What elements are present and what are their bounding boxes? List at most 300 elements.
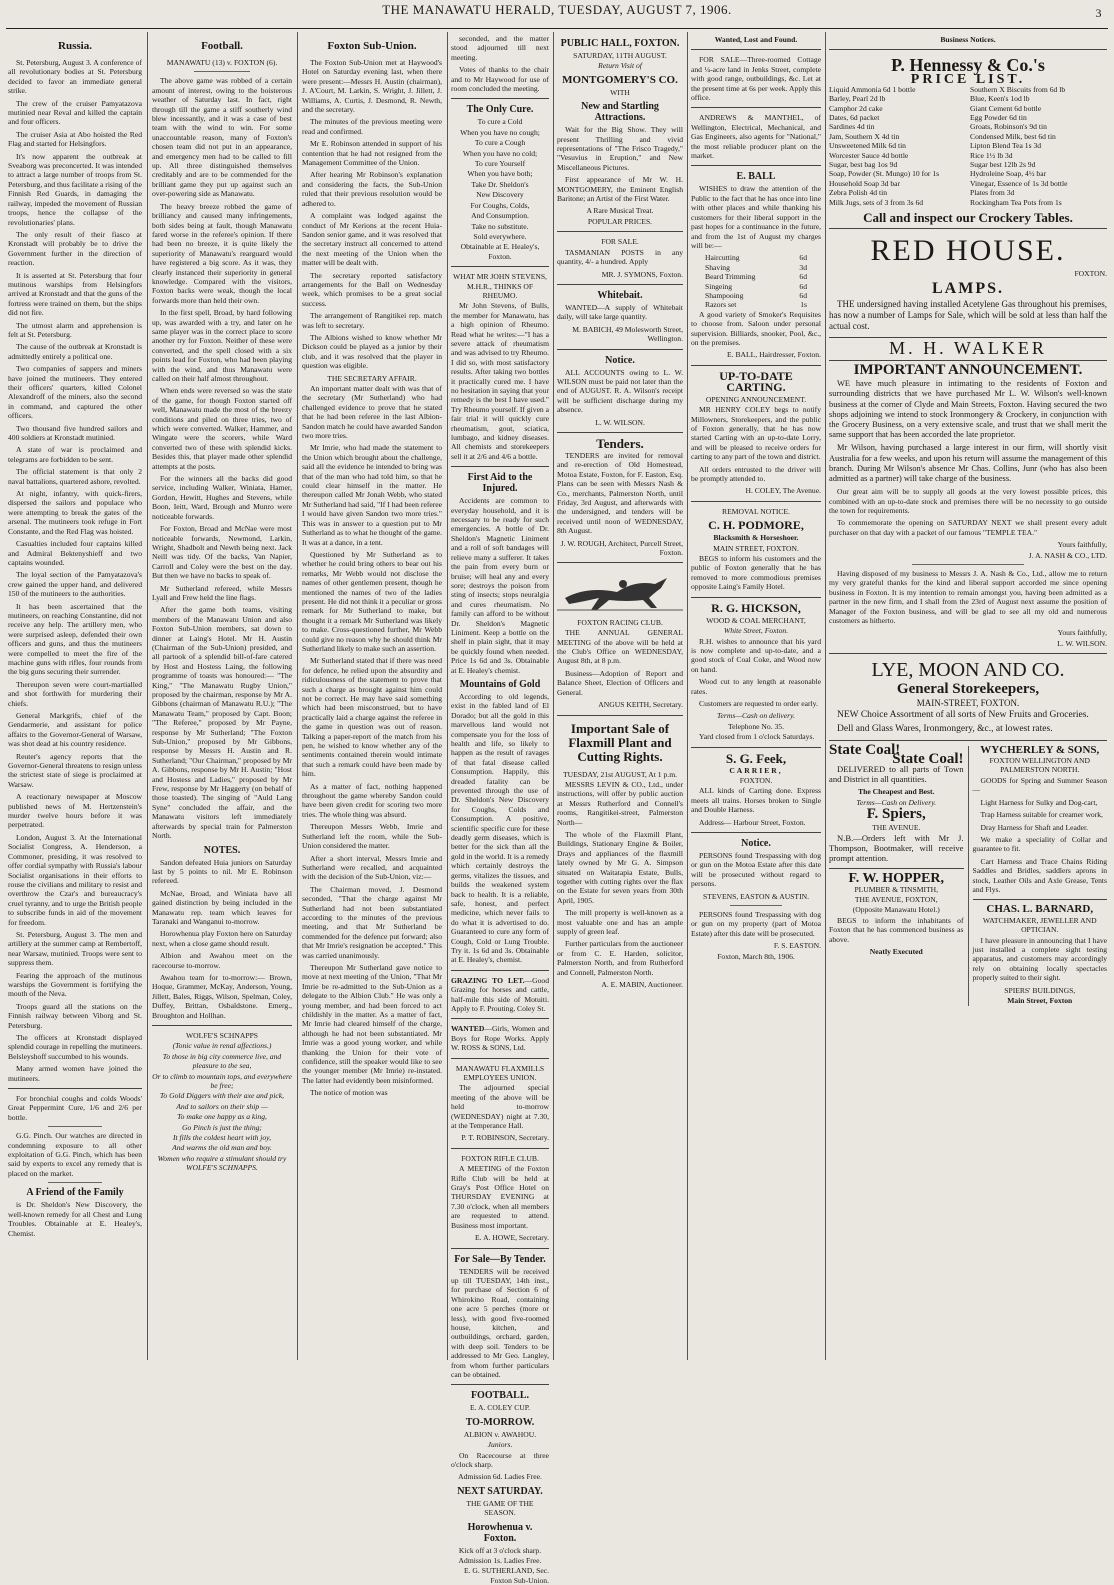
price-service: Beard Trimming [705, 272, 756, 282]
wanted-ad: WANTED—Girls, Women and Boys for Rope Works. Apply W. ROSS & SONS, Ltd. [451, 1024, 549, 1053]
podmore-name: C. H. PODMORE, [708, 518, 804, 533]
flaxmill-body3: The mill property is well-known as a most valuable one and has an ample supply of green leaf. [557, 908, 683, 936]
important-body4: To commemorate the opening on SATURDAY NEXT we shall present every adult purchaser on that day with a packet of our famous "TEMPLE TEA." [829, 518, 1107, 537]
flax-union-body: The adjourned special meeting of the above will be held to-morrow (WEDNESDAY) night at 7.30, at the Temperance Hall. [451, 1083, 549, 1131]
lye-moon-name: LYE, MOON AND CO. [871, 659, 1065, 682]
carting-heading: UP-TO-DATE CARTING. [719, 368, 793, 394]
coal-body: DELIVERED to all parts of Town and District in all quantities. [829, 764, 964, 785]
article-paragraph: In the first spell, Broad, by hard following up, was awarded with a try, and later on he same player was in the correct place to score another try for Foxton. Neither of these were converted, and the spell closed with a six points lead for Foxton, who had been playing with the wind, and thus Manawatu were called on their half almost throughout. [152, 308, 292, 383]
notes-heading: NOTES. [203, 844, 241, 856]
price-item: Unsweetened Milk 6d tin [829, 141, 906, 151]
article-paragraph: Two companies of sappers and miners have joined the mutineers. They entered their officers' quarters, killed Colonel Alexandroff of the miners, also the second in command, and captured the other officers. [8, 364, 142, 421]
barnard-street: Main Street, Foxton [1007, 996, 1073, 1005]
article-paragraph: Thereupon Mr Sutherland gave notice to move at next meeting of the Union, "That Mr Imrie be re-admitted to the Sub-Union as a delegate to the Albion Club." He was only a young member, and had been forced to act childishly in the matter. As a matter of fact, Mr Imrie had cleared himself of the charge, although he had not been substantiated. Mr Imrie was a good young worker, and while thanking the Union for their vote of confidence, still the speaker would like to see the younger member (Mr Imrie) re-instated. The latter had evidently been misinformed. [302, 962, 442, 1085]
secretary-heading: THE SECRETARY AFFAIR. [327, 373, 417, 383]
general-street: MAIN-STREET, FOXTON. [916, 698, 1020, 709]
gold-body: According to old legends, exist in the fabled land of El Dorado; but all the gold in this marvellous land would not compensate you for the loss of health and life, so likely to happen as the result of ravages of that fatal disease called Consumption. Happily, this dreaded fatality can be prevented through the use of Dr. Sheldon's New Discovery for Coughs, Colds and Consumption. A positive, scientific specific cure for these deadly germ diseases, which is better for the sick than all the gold in the world. It is a remedy which certainly destroys the germs, vitalizes the tissues, and builds the weakened system back to health. It is a reliable, safe, honest, and perfect medicine, which never fails to do what it is advertised to do. Guaranteed to cure any form of Cough, Cold or Lung Trouble. Try it. 1s 6d and 3s. Obtainable at E. Healey's, chemist. [451, 691, 549, 965]
cure-line: Take no substitute. [471, 221, 529, 231]
cure-line: To cure a Cold [477, 117, 523, 127]
price-item: Egg Powder 6d tin [970, 113, 1027, 123]
rifle-heading: FOXTON RIFLE CLUB. [461, 1153, 539, 1163]
price-item: Worcester Sauce 4d bottle [829, 150, 909, 160]
rifle-sig: E. A. HOWE, Secretary. [475, 1233, 549, 1243]
column-rule [553, 32, 554, 1360]
ad-friend-body: is Dr. Sheldon's New Discovery, the well-known remedy for all Chest and Lung Troubles. Obtainable at E. Healey's, Chemist. [8, 1200, 142, 1238]
cure-line: For Coughs, Colds, [470, 200, 530, 210]
carting-body2: All orders entrusted to the driver will be promptly attended to. [691, 464, 821, 484]
poem-line: Or to climb to mountain tops, and everywhere be free; [152, 1071, 292, 1091]
price-item: Plates from 3d [970, 188, 1015, 198]
price-list [829, 85, 1107, 207]
article-paragraph: Thereupon seven were court-martialled and shot forthwith for murdering their chiefs. [8, 679, 142, 708]
ball-sig: E. BALL, Hairdresser, Foxton. [727, 350, 821, 360]
lamps-body: THE undersigned having installed Acetylene Gas throughout his premises, has now a number of Lamps for Sale, which will be sold at less than half the actual cost. [829, 299, 1107, 332]
masthead [0, 2, 1114, 28]
price-item: Zebra Polish 4d tin [829, 188, 888, 198]
price-item: Rice 1½ lb 3d [970, 150, 1013, 160]
price-item: Giant Cement 6d bottle [970, 103, 1042, 113]
article-paragraph: Two thousand five hundred sailors and 400 soldiers at Kronstadt mutinied. [8, 423, 142, 443]
article-paragraph: The arrangement of Rangitikei rep. match was left to secretary. [302, 311, 442, 330]
price-item: Household Soap 3d bar [829, 178, 901, 188]
price-amount: 3d [799, 262, 807, 272]
wycherley-item: Trap Harness suitable for creamer work, [980, 810, 1103, 820]
barnard-name: CHAS. L. BARNARD, [986, 903, 1094, 916]
notice-heading: Notice. [605, 354, 635, 366]
price-item: Vinegar, Essence of 1s 3d bottle [970, 178, 1068, 188]
article-paragraph: An important matter dealt with was that of the secretary (Mr Sutherland) who had challenged evidence to prove that he stated that he had been referee in the last Albion-Sandon match he could have awarded Sandon two more tries. [302, 384, 442, 441]
removal-heading: REMOVAL NOTICE. [722, 506, 790, 516]
price-row [705, 282, 807, 291]
article-paragraph: As a matter of fact, nothing happened throughout the game whereby Sandon could have been given credit for scoring two more tries. The whole thing was absurd. [302, 781, 442, 819]
hall-title: PUBLIC HALL, FOXTON. [560, 38, 680, 49]
price-item: Southern X Biscuits from 6d lb [970, 84, 1066, 94]
article-paragraph: After the game both teams, visiting members of the Manawatu Union and also Foxton Sub-Union members, sat down to dinner at Laing's Hotel. Mr H. Austin (Chairman of the Sub-Union) presided, and all partook of a splendid bill-of-fare catered by Host and Hostess Laing, the following programme of toasts was honoured:— "The King," "The Manawatu Rugby Union," proposed by the chairman, response by Mr A. Gibbons (chairman of Manawatu R.U.); "The Manawatu Team," proposed by Capt. Boon; "The Referee," proposed by Mr Payne, response by Mr Sutherland; "The Foxton Sub-Union," proposed by Mr Gibbons, response by Messrs H. Austin and R. Sutherland; "Our Chairman," proposed by Mr A. Gibbons, response by Mr H. Austin; "Host and Hostess and Ladies," proposed by Mr Frew, response by Mr Haggerty (on behalf of those toasted). The singing of "Auld Lang Syne" concluded the affair, and the Manawatu visitors left immediately afterwards by special train for Palmerston North. [152, 605, 292, 841]
hopper-name: F. W. HOPPER, [848, 871, 945, 887]
price-row [705, 291, 807, 300]
fb-kick: Kick off at 3 o'clock sharp. [458, 1545, 542, 1555]
poem-line: Women who require a stimulant should try WOLFE'S SCHNAPPS. [157, 1153, 287, 1173]
price-row [705, 300, 807, 309]
article-paragraph: The officers at Kronstadt displayed splendid courage in repelling the mutineers. Belsleyshoff succumbed to his wounds. [8, 1033, 142, 1061]
wanted-lost-heading: Wanted, Lost and Found. [714, 35, 798, 44]
article-paragraph: After hearing Mr Robinson's explanation and considering the facts, the Sub-Union ruled that their previous resolution would be adhered to. [302, 170, 442, 208]
column-football [152, 34, 292, 1360]
article-paragraph: The loyal section of the Pamyatazova's crew gained the upper hand, and delivered 150 of the mutineers to the authorities. [8, 570, 142, 599]
article-paragraph: When ends were reversed so was the state of the game, for though Foxton started off well, Manawatu made the most of the breezy conditions and piled on three tries, two of which were converted. Walker, Hammer, and Wingate were the scorers, while Ward converted two of these with splendid kicks. Besides this, that player made other splendid attempts at the posts. [152, 386, 292, 471]
sub-union-cont2: Votes of thanks to the chair and to Mr Haywood for use of room concluded the meeting. [451, 65, 549, 94]
cure-line: Sold everywhere. [473, 231, 527, 241]
note-paragraph: Sandon defeated Huia juniors on Saturday last by 5 points to nil. Mr E. Robinson refereed. [152, 857, 292, 886]
hall-prices: POPULAR PRICES. [587, 216, 653, 226]
hall-new: New and Startling Attractions. [581, 101, 659, 124]
hall-return: Return Visit of [598, 61, 642, 71]
price-list-heading: PRICE LIST. [910, 72, 1026, 88]
article-paragraph: It is asserted at St. Petersburg that four mutinous warships from Helsingfors arrived at Kronstadt and that the guns of the fortress were trained on them, but the ships did not fire. [8, 270, 142, 318]
hall-body2: First appearance of Mr W. H. MONTGOMERY, the Eminent English Baritone; an Artist of the First Water. [557, 175, 683, 204]
rifle-body: A MEETING of the Foxton Rifle Club will be held at Gray's Post Office Hotel on THURSDAY EVENING at 7.30 o'clock, when all members are requested to attend. Business most important. [451, 1164, 549, 1230]
article-paragraph: Many armed women have joined the mutineers. [8, 1064, 142, 1083]
sale-sig: MR. J. SYMONS, Foxton. [601, 269, 683, 279]
football-heading: Football. [201, 40, 243, 52]
article-paragraph: At night, infantry, with quick-firers, dispersed the sailors and populace who were attempting to break the gates of the arsenal. The mutineers took refuge in Fort Constante, and the Red Flag was hoisted. [8, 489, 142, 536]
article-paragraph: After a short interval, Messrs Imrie and Sutherland were recalled, and acquainted with the decision of the Sub-Union, viz:— [302, 853, 442, 882]
wilson-body: Having disposed of my business to Messrs J. A. Nash & Co., Ltd., allow me to return my very grateful thanks for the kind and liberal support accorded me since opening business in Foxton. It is my intention to remain amongst you, having been admitted as a partner in the new firm, and I shall from the 23rd of August next assume the position of Manager of the Foxton business, and will be glad to see all my old and numerous customers as hitherto. [829, 569, 1107, 626]
column-rule [687, 32, 688, 1360]
article-paragraph: The secretary reported satisfactory arrangements for the Ball on Wednesday week, which promises to be a great social success. [302, 270, 442, 308]
hall-date: SATURDAY, 11TH AUGUST. [573, 51, 667, 60]
hopper-neat: Neatly Executed [869, 946, 923, 956]
price-item: Sugar, best bag 1os 9d [829, 160, 898, 170]
red-house-town: FOXTON. [1074, 268, 1107, 278]
article-paragraph: The above game was robbed of a certain amount of interest, owing to the boisterous weather of Saturday last. In fact, right through till the game a stiff southerly wind blew incessantly, and it was a case of best team with the wind to win. For some unaccountable reason, many of Foxton's chosen team did not put in an appearance, and emergency men had to be called to fill up. All three distinguished themselves creditably and are to be commended for the brilliant game they put up against such an over-powering side as Manawatu. [152, 76, 292, 199]
red-house-name: RED HOUSE. [870, 233, 1066, 267]
price-item: Jam, Southern X 4d tin [829, 131, 900, 141]
wycherley-towns: FOXTON WELLINGTON AND PALMERSTON NORTH. [989, 756, 1090, 775]
racehorse-illustration [557, 568, 683, 614]
hickson-body3: Customers are requested to order early. [699, 698, 818, 708]
notice3-date: Foxton, March 8th, 1906. [717, 951, 795, 961]
whitebait-sig: M. BABICH, 49 Molesworth Street, Wellington. [572, 324, 683, 344]
fb-next: NEXT SATURDAY. [457, 1485, 543, 1497]
ball-body2: A good variety of Smoker's Requisites to choose from. Saloon under personal supervision. Billiards, snooker, Pool, &c., on the premises. [691, 309, 821, 347]
grazing-ad: GRAZING TO LET.—Good Grazing for horses and cattle, half-mile this side of Motuiti. Apply to F. Prouting, Coley St. [451, 975, 549, 1013]
important-sig2: J. A. NASH & CO., LTD. [1028, 550, 1107, 560]
price-item: Dates, 6d packet [829, 113, 880, 123]
column-rule [825, 32, 826, 1360]
price-item: Blue, Keen's 1od lb [970, 94, 1030, 104]
hickson-body2: Wood cut to any length at reasonable rates. [691, 677, 821, 696]
wycherley-item: Light Harness for Sulky and Dog-cart, [980, 797, 1098, 807]
column-business [829, 34, 1107, 1360]
cure-heading: The Only Cure. [466, 104, 534, 116]
fb-heading: FOOTBALL. [470, 1390, 530, 1402]
hopper-street: THE AVENUE, FOXTON, [854, 894, 938, 904]
football-match-title: MANAWATU (13) v. FOXTON (6). [166, 58, 278, 67]
article-paragraph: For the winners all the backs did good service, including Walker, Winiata, Hamer, Gordon, Hewitt, Hughes and Stevens, while Boon, Ieitt, Ward, Brough and Munro were noticeable forwards. [152, 474, 292, 521]
hall-rare: A Rare Musical Treat. [586, 206, 654, 216]
hall-company: MONTGOMERY'S CO. [562, 73, 678, 86]
state-coal-1: State Coal! [829, 741, 901, 758]
fb-adm: Admission 6d. Ladies Free. [458, 1472, 542, 1482]
cure-line: Take Dr. Sheldon's [471, 179, 529, 189]
article-paragraph: The minutes of the previous meeting were read and confirmed. [302, 117, 442, 136]
tenders-body: TENDERS are invited for removal and re-erection of Old Homestead, Motoa Estate, Foxton, for F. Easton, Esq. Plans can be seen with Messrs Nash & Co., merchants, Palmerston North, until Friday, 3rd August, and afterwards with the undersigned, and tenders will be received until noon of WEDNESDAY, 8th August. [557, 450, 683, 536]
racing-sig: ANGUS KEITH, Secretary. [598, 700, 683, 710]
flaxmill-body: MESSRS LEVIN & CO., Ltd., under instructions, will offer by public auction at Messrs Rutherford and Connell's rooms, Rangitikei-street, Palmerston North— [557, 779, 683, 827]
page-number: 3 [1095, 6, 1102, 20]
poem-line: And warms the old man and boy. [172, 1143, 272, 1153]
poem-line: Go Pinch is just the thing; [182, 1122, 262, 1132]
article-paragraph: Troops guard all the stations on the Finnish railway between Viborg and St. Petersburg. [8, 1001, 142, 1030]
notice-body: ALL ACCOUNTS owing to L. W. WILSON must be paid not later than the end of AUGUST. R. A. Wilson's receipt will be sufficient discharge during my absence. [557, 367, 683, 415]
fb-game: THE GAME OF THE SEASON. [466, 1498, 534, 1518]
cure-line: When you have both; [467, 169, 533, 179]
hopper-body: BEGS to inform the inhabitants of Foxton that he has commenced business as above. [829, 915, 964, 944]
barnard-body: I have pleasure in announcing that I have just installed a complete sight testing apparatus, and customers may accordingly rely on obtaining locally spectacles properly suited to their sight. [972, 935, 1107, 983]
feek-address: Address— Harbour Street, Foxton. [699, 817, 806, 827]
price-item: Sugar best 12lb 2s 9d [970, 160, 1036, 170]
hickson-name: R. G. HICKSON, [711, 600, 801, 615]
price-row [705, 253, 807, 262]
article-paragraph: Reuter's agency reports that the Governor-General threatens to resign unless the strictest state of siege is proclaimed at Warsaw. [8, 751, 142, 789]
price-service: Shampooing [705, 290, 744, 300]
flax-union-sig: P. T. ROBINSON, Secretary. [461, 1133, 549, 1143]
wycherley-item: Dray Harness for Shaft and Leader. [980, 822, 1089, 832]
article-paragraph: The Albions wished to know whether Mr Dickson could be played as a junior by their club, and it was resolved that the player in question was eligible. [302, 332, 442, 371]
ad-friend-title: A Friend of the Family [26, 1187, 124, 1199]
hennessy-name: P. Hennessy & Co.'s [891, 55, 1045, 76]
article-paragraph: Mr Imrie, who had made the statement to the Union which brought about the challenge, said all the evidence he intended to bring was that of the man who had told him, so that he could clear himself in the matter. He thereupon called Mr Jonah Webb, who stated Mr Sutherland had said, "If I had been referee I would have given Sandon two more tries." This was in answer to a question put to Mr Sutherland as to what he thought of the game. It was at a dance, in a tent. [302, 443, 442, 547]
article-paragraph: St. Petersburg, August 3. A conference of all revolutionary bodies at St. Petersburg decided to favor an immediate general strike. [8, 58, 142, 96]
first-aid-heading: First Aid to the Injured. [467, 472, 533, 495]
fb-sig: E. G. SUTHERLAND, Sec. Foxton Sub-Union. [464, 1566, 549, 1585]
column-6 [691, 34, 821, 1360]
important-heading: IMPORTANT ANNOUNCEMENT. [853, 361, 1083, 378]
cure-line: To cure Yourself [474, 159, 526, 169]
article-paragraph: St. Petersburg, August 3. The men and artillery at the summer camp at Rembertoff, near Warsaw, mutinied. Troops were sent to suppress them. [8, 929, 142, 968]
notice-sig: L. W. WILSON. [595, 417, 645, 427]
fb-juniors: Juniors. [487, 1440, 513, 1450]
column-rule [147, 32, 148, 1360]
andrews-ad: ANDREWS & MANTHEL, of Wellington, Electrical, Mechanical, and Gas Engineers, also agents for "National," the most reliable producer plant on the market. [691, 113, 821, 161]
football-notes [152, 858, 292, 1021]
whitebait-heading: Whitebait. [597, 289, 643, 301]
note-paragraph: Albion and Awahou meet on the racecourse to-morrow. [152, 951, 292, 970]
racing-heading: FOXTON RACING CLUB. [577, 617, 663, 627]
article-paragraph: The cause of the outbreak at Kronstadt is admittedly entirely a political one. [8, 342, 142, 361]
price-amount: 1s [800, 300, 807, 310]
wycherley-body: GOODS for Spring and Summer Season— [972, 775, 1107, 795]
wolfe-poem [152, 1052, 292, 1173]
first-aid-body: Accidents are common to everyday household, and it is necessary to be ready for such emergencies. A bottle of Dr. Sheldon's Magnetic Liniment and a roll of soft bandages will relieve many a sufferer. It takes the pain from every burn or bruise; will heal any and every sore; destroys the poison from sting of insects; stops neuralgia and cures rheumatism. No family can afford to be without Dr. Sheldon's Magnetic Liniment. Keep a bottle on the shelf in plain sight, that it may be quickly found when needed. Price 1s 6d and 3s. Obtainable at E. Healey's chemist. [451, 496, 549, 675]
cure-list [451, 117, 549, 261]
article-paragraph: The crew of the cruiser Pamyatazova mutinied near Reval and killed the captain and four officers. [8, 98, 142, 127]
sub-union-cont: seconded, and the matter stood adjourned till next meeting. [451, 34, 549, 62]
column-rule [297, 32, 298, 1360]
ad-cough-cure: For bronchial coughs and colds Woods' Great Peppermint Cure, 1/6 and 2/6 per bottle. [8, 1094, 142, 1122]
racing-business: Business—Adoption of Report and Balance Sheet, Election of Officers and General. [557, 668, 683, 697]
fb-where: On Racecourse at three o'clock sharp. [451, 1450, 549, 1469]
ad-pinch: G.G. Pinch. Our watches are directed in condemning exposure to all other exploitation of G.G. Pinch, which has been said by experts to excel any remedy that is placed on the market. [8, 1131, 142, 1178]
notice3-sig: F. S. EASTON. [773, 941, 821, 951]
wycherley-item: We make a speciality of Collar and guarantee to fit. [972, 834, 1107, 854]
article-paragraph: The notice of motion was [310, 1088, 388, 1098]
hickson-telephone: Telephone No. 35. [728, 721, 784, 731]
tenders-heading: Tenders. [596, 435, 644, 451]
wycherley-name: WYCHERLEY & SONS, [980, 743, 1100, 756]
masthead-title: THE MANAWATU HERALD, TUESDAY, AUGUST 7, 1906. [382, 2, 732, 17]
price-item: Liquid Ammonia 6d 1 bottle [829, 84, 916, 94]
note-paragraph: Awahou team for to-morrow:— Brown, Hoque, Grammer, McKay, Anderson, Young, Jillett, Bales, Riggs, Wilson, Spelman, Coley, Duffey, Brittan, Osbaldstone. Emerg., Broughton and Hollhan. [152, 972, 292, 1020]
price-amount: 6d [799, 290, 807, 300]
crockery-line: Call and inspect our Crockery Tables. [863, 210, 1073, 226]
coal-terms: Terms—Cash on Delivery. [856, 797, 937, 807]
cure-line: To cure a Cough [474, 138, 526, 148]
important-sig1: Yours faithfully, [1057, 540, 1107, 550]
column-5 [557, 34, 683, 1360]
article-paragraph: It has been ascertained that the mutineers, on reaching Constantine, did not receive any help. The artillery men, who were surprised asleep, defended their own officers and guns, and thus the mutineers were compelled to meet the fire of the machine guns with rifles, four rounds from the big guns securing their surrender. [8, 601, 142, 677]
poem-line: To those in big city commerce live, and pleasure to the sea, [162, 1051, 282, 1071]
article-paragraph: A reactionary newspaper at Moscow published news of M. Hertzenstein's murder twelve hours before it was perpetrated. [8, 792, 142, 830]
article-paragraph: A state of war is proclaimed and telegrams are forbidden to be sent. [8, 445, 142, 464]
carting-sig: H. COLEY, The Avenue. [745, 486, 821, 496]
price-amount: 6d [799, 272, 807, 282]
column-russia [8, 34, 142, 1360]
article-paragraph: Casualties included four captains killed and Admiral Bektenyshieff and two captains wounded. [8, 539, 142, 567]
general-body2: Dell and Glass Wares, Ironmongery, &c., at lowest rates. [837, 723, 1053, 734]
important-body3: Our great aim will be to supply all goods at the very lowest possible prices, this combined with an up-to-date stock and premises there will be no necessity to go outside the town for requirements. [829, 487, 1107, 515]
bottom-ads [829, 741, 1107, 1007]
hall-with: WITH [610, 87, 630, 97]
bottom-ads-left [829, 741, 969, 1007]
article-paragraph: Mr Sutherland refereed, while Messrs Lyall and Frew held the line flags. [152, 583, 292, 602]
masthead-rule [6, 28, 1108, 29]
price-item: Milk Jugs, sets of 3 from 3s 6d [829, 197, 924, 207]
article-paragraph: A complaint was lodged against the conduct of Mr Kerions at the recent Huia-Sandon senior game, and it was resolved that the secretary instruct all concerned to attend the next meeting of the Union when the matter will be dealt with. [302, 211, 442, 268]
column-sub-union [302, 34, 442, 1360]
price-item: Sardines 4d tin [829, 122, 875, 132]
article-paragraph: The Chairman moved, J. Desmond seconded, "That the charge against Mr Sutherland had not been substantiated according to the minutes of the previous meeting, and that Mr Sutherland be commended for the defence put forward; also that Mr Imrie's resignation be accepted." This was carried unanimously. [302, 884, 442, 960]
wilson-sig2: L. W. WILSON. [1057, 638, 1107, 648]
general-body: NEW Choice Assortment of all sorts of New Fruits and Groceries. [837, 709, 1089, 720]
cure-line: And Consumption. [471, 211, 529, 221]
price-item: Camphor 2d cake [829, 103, 883, 113]
article-paragraph: For Foxton, Broad and McNae were most noticeable forwards, Newmond, Larkin, Wright, Shadbolt and Newth being next. Jack Neill was tidy. Of the backs, Van Napier, Carroll and Coley were the best on the day. But then we have no backs to speak of. [152, 524, 292, 581]
podmore-trade: Blacksmith & Horseshoer. [713, 533, 799, 543]
article-paragraph: Fearing the approach of the mutinous warships the Government is fortifying the mouth of the Neva. [8, 970, 142, 999]
price-amount: 6d [799, 281, 807, 291]
cure-line: New Discovery [476, 190, 524, 200]
price-item: Groats, Robinson's 9d tin [970, 122, 1047, 132]
note-paragraph: McNae, Broad, and Winiata have all gained distinction by being included in the Manawatu rep. team which leaves for Taranaki and Wanganui to-morrow. [152, 888, 292, 926]
hickson-trade: WOOD & COAL MERCHANT, [706, 615, 806, 625]
article-paragraph: The Foxton Sub-Union met at Haywood's Hotel on Saturday evening last, when there were present:—Messrs H. Austin (chairman), J. A'Court, M. Larkin, S. Wright, J. Jillett, J. Williams, A. Curtis, J. Desmond, R. Newth, and the secretary. [302, 58, 442, 115]
walker-name: M. H. WALKER [889, 338, 1047, 359]
wolfe-title: WOLFE'S SCHNAPPS [185, 1031, 259, 1040]
coal-cheap: The Cheapest and Best. [858, 787, 935, 797]
tenders-sig: J. W. ROUGH, Architect, Purcell Street, Foxton. [560, 538, 683, 558]
cure-line: Obtainable at E. Healey's, Foxton. [460, 242, 540, 261]
state-coal-2: State Coal! [892, 751, 964, 768]
price-service: Shaving [705, 262, 730, 272]
gold-heading: Mountains of Gold [459, 678, 541, 690]
notice2-heading: Notice. [741, 838, 771, 849]
flax-union-heading: MANAWATU FLAXMILLS EMPLOYEES UNION. [455, 1063, 545, 1082]
price-item: Soap, Powder (St. Mungo) 10 for 1s [829, 169, 940, 179]
ball-heading: E. BALL [736, 171, 776, 183]
article-paragraph: The heavy breeze robbed the game of brilliancy and caused many infringements, both sides being at fault, though Manawatu fared worse in the referee's opinion. If there had been no breeze, it is quite likely the superiority of Manawatu's rearguard would have registered a big score. As it was, they clearly instanced their superiority in general knowledge. Compared with the visitors, Foxton backs were weak, though the local forwards more than held their own. [152, 201, 292, 305]
important-body2: Mr Wilson, having purchased a large interest in our firm, will shortly visit Australia for a few weeks, and upon his return will assume the management of this branch. During Mr Wilson's absence Mr Chas. Collins, Junr (who has also been admitted as a partner) will take charge of the business. [829, 443, 1107, 483]
hopper-opposite: (Opposite Manawatu Hotel.) [852, 905, 940, 915]
tender-body: TENDERS will be received up till TUESDAY, 14th inst., for purchase of Section 6 of Whirokino Road, containing one acre 5 perches (more or less), with good five-roomed house, kitchen, and outbuildings, orchard, garden, with deep soil. Tenders to be addressed to Mr Geo. Langley, from whom further particulars can be obtained. [451, 1266, 549, 1379]
sale-heading: FOR SALE. [601, 237, 639, 247]
wycherley-item: Cart Harness and Trace Chains Riding Saddles and Bridles, saddlers aprons in stock, Leather Oils and Axle Grease, Tents and Flys. [972, 856, 1107, 894]
football-article [152, 76, 292, 840]
wilson-sig1: Yours faithfully, [1057, 628, 1107, 638]
poem-line: And to sailors on their ship — [176, 1101, 268, 1111]
general-heading: General Storekeepers, [896, 681, 1040, 698]
russia-heading: Russia. [58, 40, 92, 52]
article-paragraph: Mr E. Robinson attended in support of his contention that he had not resigned from the Management Committee of the Union. [302, 139, 442, 168]
article-paragraph: London, August 3. At the International Socialist Congress, A. Henderson, a Commoner, presiding, it was resolved to offer cordial sympathy with Russia's labour Socialist organisations in their efforts to rouse the civilians and military to resist and overthrow the Czar's and bureaucracy's cruel tyranny, and to urge the British people to subscribe funds in aid of the movement for freedom. [8, 832, 142, 927]
notice2-sig: STEVENS, EASTON & AUSTIN. [703, 891, 809, 901]
spiers-name: F. Spiers, [866, 806, 926, 823]
column-4 [451, 34, 550, 1585]
wycherley-list [973, 798, 1108, 895]
article-paragraph: Mr Sutherland stated that if there was need for defence, he relied upon the absurdity and ridiculousness of the statement to prove that such a charge as brought against him could not be correct. He may have said something which had been misconstrued, but to have practically laid a charge against the referee in the game in question was out of reason. Talking a paper-report of the match from his pen, he wished to know whether any of the sentiments contained therein would intimate that such a remark could have been made by him. [302, 656, 442, 779]
podmore-body: BEGS to inform his customers and the public of Foxton generally that he has removed to more commodious premises opposite Laing's Family Hotel. [691, 554, 821, 592]
hall-body: Wait for the Big Show. They will present Thrilling and vivid representations of "The Frisco Tragedy," "Vesuvius in Eruption," and New Miscellaneous Pictures. [557, 125, 683, 172]
flaxmill-date: TUESDAY, 21st AUGUST, At 1 p.m. [563, 769, 677, 779]
wolfe-sub: (Tonic value in renal affections.) [172, 1041, 272, 1051]
russia-article [8, 58, 142, 1083]
business-heading: Business Notices. [940, 35, 996, 44]
racing-body: THE ANNUAL GENERAL MEETING of the above will be held at the Club's Office on WEDNESDAY, August 8th, at 8 p.m. [557, 628, 683, 666]
flaxmill-title: Important Sale of Flaxmill Plant and Cutting Rights. [568, 720, 672, 764]
barnard-address: SPIERS' BUILDINGS, [1004, 985, 1076, 995]
rheumo-heading: WHAT MR JOHN STEVENS, M.H.R., THINKS OF RHEUMO. [453, 272, 547, 300]
fb-match2: Horowhenua v. Foxton. [467, 1521, 533, 1544]
sale-body: TASMANIAN POSTS in any quantity, 4/- a hundred. Apply [557, 247, 683, 267]
price-amount: 6d [799, 253, 807, 263]
hickson-saturdays: Yard closed from 1 o'clock Saturdays. [699, 732, 815, 742]
ball-price-list [691, 253, 821, 309]
hickson-body: R.H. wishes to announce that his yard is now complete and up-to-date, and a good stock of Coal Coke, and Wood now on hand. [691, 636, 821, 674]
poem-line: It fills the coldest heart with joy, [172, 1133, 272, 1143]
lamps-heading: LAMPS. [932, 279, 1004, 297]
note-paragraph: Horowhenua play Foxton here on Saturday next, when a close game should result. [152, 929, 292, 948]
feek-body: ALL kinds of Carting done. Express meets all trains. Horses broken to Single and Double Harness. [691, 786, 821, 815]
barnard-trade: WATCHMAKER, JEWELLER AND OPTICIAN. [982, 915, 1097, 935]
secretary-article [302, 384, 442, 1098]
whitebait-body: WANTED—A supply of Whitebait daily, will take large quantity. [557, 302, 683, 322]
article-paragraph: The official statement is that only 2 naval battalions, quartered ashore, revolted. [8, 467, 142, 486]
notice3-body: PERSONS found Trespassing with dog or gun on my property (part of Motoa Estate) after this date will be prosecuted. [691, 910, 821, 938]
spiers-body: N.B.—Orders left with Mr J. Thompson, Bootmaker, will receive prompt attention. [829, 833, 964, 864]
column-rule [447, 32, 448, 1360]
article-paragraph: The cruiser Asia at Abo hoisted the Red Flag and started for Helsingfors. [8, 129, 142, 149]
price-list-right [970, 85, 1107, 207]
cure-line: When you have no cold; [462, 148, 538, 158]
price-item: Condensed Milk, best 6d tin [970, 131, 1056, 141]
spiers-street: THE AVENUE. [872, 822, 921, 832]
tender-heading: For Sale—By Tender. [454, 1253, 546, 1265]
price-item: Hydroleine Soap, 4½ bar [970, 169, 1047, 179]
flaxmill-body4: Further particulars from the auctioneer or from C. E. Harden, solicitor, Palmerston North, and from Rutherford and Connell, Palmerston North. [557, 939, 683, 977]
flaxmill-body2: The whole of the Flaxmill Plant, Buildings, Stationary Engine & Boiler, Drays and appliances of the flaxmill lately owned by Mr G. A. Simpson situated on Waitatapia Estate, Bulls, together with cutting rights over the flax on the Estate for seven years from 30th April, 1905. [557, 829, 683, 905]
price-item: Lipton Blend Tea 1s 3d [970, 141, 1042, 151]
ball-body: WISHES to draw the attention of the Public to the fact that he has once into line with other places and while thanking his customers for their liberal support in the past hopes for a continuance in the future, and from the 1st of August my charges will be:— [691, 184, 821, 250]
fb-match: ALBION v. AWAHOU. [463, 1429, 537, 1439]
price-list-left [829, 85, 966, 207]
feek-town: FOXTON. [739, 775, 773, 785]
bottom-ads-right [972, 743, 1108, 1007]
feek-trade: CARRIER, [729, 765, 783, 775]
article-paragraph: It's now apparent the outbreak at Sveaborg was preconcerted. It was intended to attract a large number of troops from St. Petersburg, and thus facilitate a rising of the Finnish Red Guards, in damaging the railway, impeded the movement of Russian troops, hence the collapse of the revolutionaries' plans. [8, 151, 142, 227]
price-service: Singeing [705, 281, 733, 291]
article-paragraph: The utmost alarm and apprehension is felt at St. Petersburg. [8, 320, 142, 339]
price-item: Barley, Pearl 2d lb [829, 94, 886, 104]
sub-union-article [302, 58, 442, 371]
article-paragraph: Thereupon Messrs Webb, Imrie and Sutherland left the room, while the Sub-Union considered the matter. [302, 822, 442, 851]
cottage-sale: FOR SALE—Three-roomed Cottage and ¼-acre land in Jenks Street, complete with good range, outbuildings, &c. Let at the present time at 6s per week. Apply this office. [691, 55, 821, 103]
price-item: Rockingham Tea Pots from 1s [970, 197, 1062, 207]
price-service: Razors set [705, 300, 737, 310]
carting-body: MR HENRY COLEY begs to notify Millowners, Storekeepers, and the public of Foxton generally, that he has now started Carting with an up-to-date Lorry, and will be pleased to receive orders for carting to any part of the town and district. [691, 405, 821, 462]
fb-adm2: Admission 1s. Ladies Free. [458, 1556, 542, 1566]
notice2-body: PERSONS found Trespassing with dog or gun on the Motoa Estate after this date will be prosecuted without regard to persons. [691, 851, 821, 889]
